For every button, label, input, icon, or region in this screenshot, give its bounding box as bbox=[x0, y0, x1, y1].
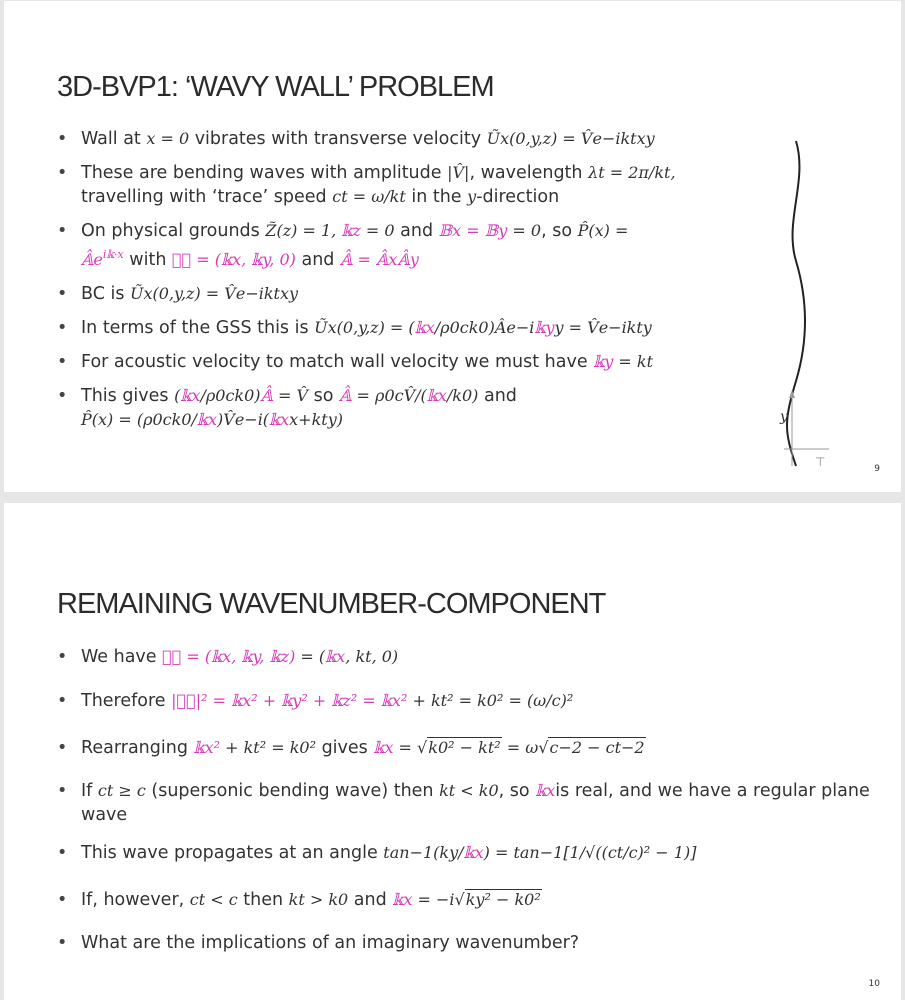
y-axis-label: y bbox=[780, 409, 788, 425]
list-item: • In terms of the GSS this is Ũx(0,y,z) = (𝕜x/ρ0ck0)Âe−i𝕜yy = V̂e−ikty bbox=[52, 316, 881, 340]
z-axis-glyph: ⊤ bbox=[815, 455, 826, 469]
list-item: • These are bending waves with amplitude |V̂|, wavelength λt = 2π/kt, travelling with ‘trace’ speed ct = ω/kt in the y-direction bbox=[52, 161, 881, 209]
page-number: 10 bbox=[868, 979, 880, 989]
slide-title: REMAINING WAVENUMBER-COMPONENT bbox=[57, 588, 606, 620]
list-item: • On physical grounds Z̃(z) = 1, 𝕜z = 0 and 𝔹x = 𝔹y = 0, so P̂(x) = $𝔸̂e^{i𝕜\cdot x}$ with 𝕜⃗ = (𝕜x, 𝕜y, 0) and 𝔸̂ = 𝔸̂x𝔸̂y bbox=[52, 219, 881, 272]
list-item: • This wave propagates at an angle tan−1(ky/𝕜x) = tan−1[1/√((ct/c)² − 1)] bbox=[52, 841, 881, 865]
list-item: • We have 𝕜⃗ = (𝕜x, 𝕜y, 𝕜z) = (𝕜x, kt, 0) bbox=[52, 645, 881, 669]
slide-1 bbox=[4, 1, 901, 492]
list-item: • Therefore |𝕜⃗|² = 𝕜x² + 𝕜y² + 𝕜z² = 𝕜x² + kt² = k0² = (ω/c)² bbox=[52, 689, 881, 713]
list-item: • For acoustic velocity to match wall velocity we must have 𝕜y = kt bbox=[52, 350, 881, 374]
list-item: • This gives (𝕜x/ρ0ck0)𝔸̂ = V̂ so 𝔸̂ = ρ0cV̂/(𝕜x/k0) and P̂(x) = (ρ0ck0/𝕜x)V̂e−i(𝕜xx+kty) bbox=[52, 384, 881, 432]
list-item: • Rearranging 𝕜x² + kt² = k0² gives 𝕜x = √k0² − kt² = ω√c−2 − ct−2 bbox=[52, 736, 881, 760]
wavy-wall-diagram bbox=[764, 136, 844, 476]
list-item: • If ct ≥ c (supersonic bending wave) then kt < k0, so 𝕜xis real, and we have a regular plane wave bbox=[52, 779, 881, 827]
bullet-list bbox=[52, 127, 881, 442]
wavy-wall-curve bbox=[787, 141, 805, 466]
list-item: • BC is Ũx(0,y,z) = V̂e−iktxy bbox=[52, 282, 881, 306]
list-item: • If, however, ct < c then kt > k0 and 𝕜x = −i√ky² − k0² bbox=[52, 888, 881, 912]
list-item: • What are the implications of an imaginary wavenumber? bbox=[52, 931, 881, 955]
bullet-list bbox=[52, 645, 881, 955]
list-item: • Wall at x = 0 vibrates with transverse velocity Ũx(0,y,z) = V̂e−iktxy bbox=[52, 127, 881, 151]
page-number: 9 bbox=[874, 464, 880, 474]
slide-2 bbox=[4, 503, 901, 1000]
slide-title: 3D-BVP1: ‘WAVY WALL’ PROBLEM bbox=[57, 71, 494, 103]
